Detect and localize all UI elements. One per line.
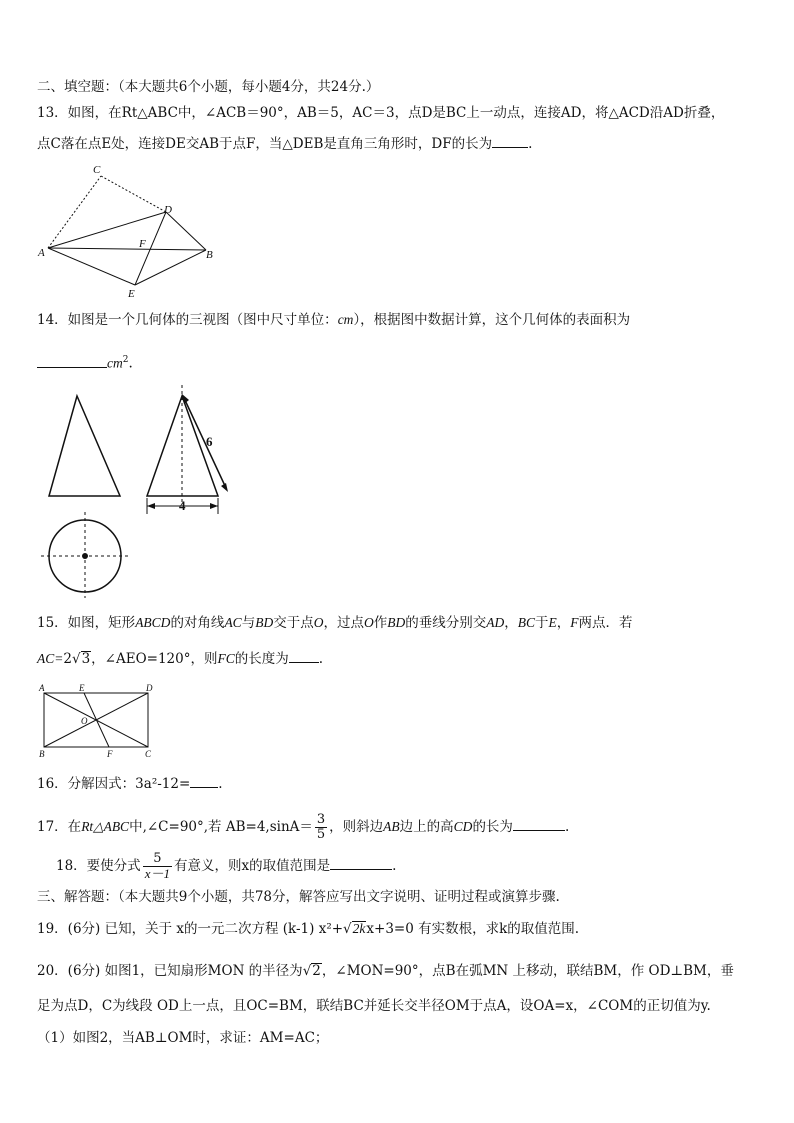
q15-t7: 的垂线分别交: [405, 615, 487, 631]
q14-power: 2: [122, 355, 129, 365]
q15-line1: [37, 614, 632, 632]
q13-label-b: B: [206, 249, 213, 261]
q16-end: .: [218, 776, 223, 792]
q13-text: 点C落在点E处，连接DE交AB于点F，当△DEB是直角三角形时，DF的长为: [37, 136, 493, 152]
q15-ad: AD: [486, 615, 505, 630]
q20-t2: ，∠MON=90°，点B在弧MN 上移动，联结BM，作 OD⊥BM，垂: [321, 963, 734, 979]
q18-num: 5: [143, 852, 172, 867]
q15-o2: O: [363, 615, 374, 630]
q17-num: 3: [316, 812, 326, 827]
q20-line1: 20．(6分) 如图1，已知扇形MON 的半径为√2，∠MON=90°，点B在弧MN 上移动，联结BM，作 OD⊥BM，垂: [37, 963, 734, 979]
q14-text-a: 14．如图是一个几何体的三视图（图中尺寸单位：: [37, 312, 338, 328]
q17-t1: 17．在: [37, 819, 82, 835]
q14-dim-slant: 6: [206, 434, 213, 449]
q18: [56, 852, 396, 881]
q17-t3: ，则斜边: [329, 819, 384, 835]
q17-ab: AB: [383, 819, 400, 834]
q15-t5: ，过点: [323, 615, 364, 631]
q16-answer-blank[interactable]: [190, 775, 218, 788]
q14-dim-base: 4: [179, 498, 186, 513]
q15-t9: 两点．若: [578, 615, 633, 631]
q15-bc: BC: [517, 615, 535, 630]
q13-label-f: F: [139, 238, 146, 250]
q18-answer-blank[interactable]: [330, 857, 392, 870]
q18-t2: 有意义，则x的取值范围是: [173, 858, 331, 874]
q20-rad: 2: [312, 963, 321, 979]
q15-t3: 与: [241, 615, 256, 631]
q18-fraction: [143, 852, 172, 881]
q15-t6: 作: [373, 615, 388, 631]
q15-o: O: [313, 615, 324, 630]
q13-figure: [36, 160, 226, 302]
q13-label-e: E: [128, 288, 135, 300]
q19-t1: 19．(6分) 已知，关于 x的一元二次方程 (k-1) x²+: [37, 921, 344, 937]
q17-t4: 边上的高: [399, 819, 454, 835]
q15-coef: 2: [63, 651, 72, 667]
q13-label-c: C: [93, 164, 101, 176]
q18-den: x－1: [144, 866, 170, 881]
q13-answer-blank[interactable]: [492, 135, 528, 148]
q14-line1: [37, 311, 630, 329]
q19: 19．(6分) 已知，关于 x的一元二次方程 (k-1) x²+√2kx+3=0 有实数根，求k的取值范围.: [37, 921, 580, 937]
q18-t1: 18．要使分式: [56, 858, 141, 874]
q17-t5: 的长为: [472, 819, 513, 835]
q15-label-o: O: [81, 716, 88, 726]
q15-label-f: F: [107, 749, 113, 759]
section-3-heading: 三、解答题：（本大题共9个小题，共78分，解答应写出文字说明、证明过程或演算步骤.: [37, 889, 560, 905]
q20-t1: 20．(6分) 如图1，已知扇形MON 的半径为: [37, 963, 303, 979]
q13-label-a: A: [38, 247, 45, 259]
q17: [37, 813, 569, 842]
q15-comma2: ，: [556, 615, 571, 631]
q15-t8: 于: [534, 615, 549, 631]
q13-label-d: D: [164, 204, 172, 216]
section-2-heading: 二、填空题：（本大题共6个小题，每小题4分，共24分.）: [37, 79, 380, 95]
q15-f: F: [570, 615, 579, 630]
q15-t10: 的长度为: [234, 651, 289, 667]
q16: [37, 775, 223, 793]
q18-end: .: [392, 858, 397, 874]
q16-text: 16．分解因式：3a²-12=: [37, 776, 191, 792]
q20-line2: 足为点D，C为线段 OD上一点，且OC=BM，联结BC并延长交半径OM于点A，设OA=x，∠COM的正切值为y.: [37, 998, 711, 1014]
q15-ac-eq: AC=: [37, 651, 64, 666]
q15-rad: 3: [81, 651, 91, 667]
q15-answer-blank[interactable]: [289, 650, 319, 663]
q19-rad: 2k: [352, 921, 366, 936]
q17-cd: CD: [453, 819, 473, 834]
q15-bd2: BD: [387, 615, 406, 630]
q15-t1: 15．如图，矩形: [37, 615, 136, 631]
q15-label-a: A: [39, 683, 45, 693]
q20-line3: （1）如图2，当AB⊥OM时，求证：AM=AC；: [37, 1030, 329, 1046]
q17-end: .: [564, 819, 570, 835]
q14-unit2: cm: [107, 355, 123, 371]
q14-unit: cm: [337, 312, 354, 327]
q15-ac: AC: [224, 615, 242, 630]
q14-answer-blank[interactable]: [37, 355, 107, 368]
q15-comma: ，: [504, 615, 518, 631]
q15-label-e: E: [79, 683, 85, 693]
q15-e: E: [548, 615, 557, 630]
q15-abcd: ABCD: [135, 615, 171, 630]
q15-label-d: D: [146, 683, 153, 693]
q17-fraction: [315, 813, 327, 842]
q17-rt: Rt△ABC: [81, 819, 130, 834]
q15-end: .: [318, 651, 324, 667]
q15-bd: BD: [255, 615, 274, 630]
q15-line2: AC=2√3，∠AEO=120°，则FC的长度为 .: [37, 651, 324, 667]
q15-label-c: C: [145, 749, 152, 759]
q15-t4: 交于点: [273, 615, 314, 631]
q14-end: .: [128, 355, 133, 372]
q17-answer-blank[interactable]: [513, 818, 565, 831]
q13-line1: 13．如图，在Rt△ABC中，∠ACB＝90°，AB＝5，AC＝3，点D是BC上一动点，连接AD，将△ACD沿AD折叠，: [37, 105, 725, 121]
q13-line2: [37, 135, 532, 153]
q19-t2: x+3=0 有实数根，求k的取值范围.: [366, 921, 580, 937]
q15-angle: ，∠AEO=120°，则: [91, 651, 218, 667]
q17-den: 5: [316, 827, 326, 842]
q14-line2: [37, 351, 133, 373]
q13-end: .: [528, 136, 533, 152]
q17-t2: 中,∠C=90°,若 AB=4,sinA＝: [129, 819, 313, 835]
q15-figure: [36, 682, 166, 762]
q14-figure: [36, 380, 246, 600]
q14-text-b: ），根据图中数据计算，这个几何体的表面积为: [353, 312, 631, 328]
q15-label-b: B: [39, 749, 45, 759]
q15-fc: FC: [217, 651, 235, 666]
q15-t2: 的对角线: [170, 615, 225, 631]
